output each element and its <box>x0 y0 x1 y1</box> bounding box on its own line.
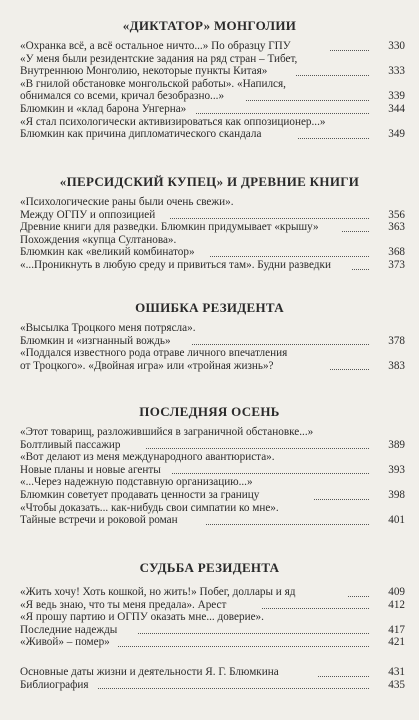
page-number: 378 <box>388 334 405 347</box>
section-title: ПОСЛЕДНЯЯ ОСЕНЬ <box>139 404 280 419</box>
entry-line: «Чтобы доказать... как-нибудь свои симпатии ко мне». <box>20 501 279 514</box>
entry-line: обнимался со всеми, кричал безобразно...» <box>20 90 225 103</box>
dot-leader <box>146 447 369 449</box>
toc-entry[interactable] <box>0 116 419 129</box>
entry-line: Блюмкин как «великий комбинатор» <box>20 246 195 259</box>
entry-line: Блюмкин и «изгнанный вождь» <box>20 334 171 347</box>
page-number: 356 <box>388 208 405 221</box>
toc-entry[interactable] <box>0 103 419 116</box>
page-number: 421 <box>388 636 405 649</box>
entry-line: «Психологические раны были очень свежи». <box>20 196 234 208</box>
section-title: ОШИБКА РЕЗИДЕНТА <box>135 300 284 315</box>
toc-entry[interactable] <box>0 128 419 141</box>
page-number: 389 <box>388 438 405 451</box>
dot-leader <box>98 687 369 689</box>
entry-line: «Я ведь знаю, что ты меня предала». Арест <box>20 598 227 611</box>
dot-leader <box>352 268 369 270</box>
entry-line: «Жить хочу! Хоть кошкой, но жить!» Побег, доллары и яд <box>20 586 296 598</box>
dot-leader <box>314 498 369 500</box>
entry-list <box>0 666 419 691</box>
entry-line: Основные даты жизни и деятельности Я. Г. Блюмкина <box>20 666 279 678</box>
entry-line: «Высылка Троцкого меня потрясла». <box>20 322 196 334</box>
entry-list <box>0 426 419 527</box>
dot-leader <box>296 74 369 76</box>
page-number: 393 <box>388 463 405 476</box>
page-number: 409 <box>388 586 405 598</box>
page-number: 344 <box>388 102 405 115</box>
entry-line: Болтливый пассажир <box>20 438 121 451</box>
toc-entry[interactable] <box>0 679 419 692</box>
section-title: «ДИКТАТОР» МОНГОЛИИ <box>122 18 297 33</box>
dot-leader <box>196 112 369 114</box>
toc-entry[interactable] <box>0 502 419 527</box>
toc-entry[interactable] <box>0 196 419 221</box>
dot-leader <box>118 645 369 647</box>
toc-entry[interactable] <box>0 322 419 347</box>
dot-leader <box>318 675 369 677</box>
page-number: 339 <box>388 90 405 103</box>
entry-line: «Живой» – помер» <box>20 636 110 649</box>
entry-line: Между ОГПУ и оппозицией <box>20 208 156 221</box>
toc-entry[interactable] <box>0 234 419 259</box>
entry-line: «Вот делают из меня международного авантюриста». <box>20 451 275 464</box>
entry-line: «У меня были резидентские задания на ряд стран – Тибет, <box>20 52 298 65</box>
section-appendix <box>0 666 419 691</box>
section-resident-mistake <box>0 300 419 372</box>
toc-entry[interactable] <box>0 347 419 372</box>
page-number: 373 <box>388 258 405 271</box>
entry-line: «...Проникнуть в любую среду и привиться там». Будни разведки <box>20 258 331 271</box>
entry-line: от Троцкого». «Двойная игра» или «тройная жизнь»? <box>20 359 274 372</box>
toc-entry[interactable] <box>0 586 419 599</box>
toc-entry[interactable] <box>0 611 419 636</box>
page-number: 349 <box>388 128 405 141</box>
entry-list <box>0 196 419 272</box>
toc-entry[interactable] <box>0 451 419 476</box>
entry-line: Последние надежды <box>20 623 118 636</box>
toc-entry[interactable] <box>0 476 419 501</box>
entry-list <box>0 586 419 649</box>
dot-leader <box>330 49 369 51</box>
entry-line: «Я прошу партию и ОГПУ оказать мне... доверие». <box>20 611 264 624</box>
section-resident-fate <box>0 560 419 649</box>
dot-leader <box>170 217 369 219</box>
entry-line: Блюмкин и «клад барона Унгерна» <box>20 102 187 115</box>
page-number: 398 <box>388 488 405 501</box>
toc-entry[interactable] <box>0 599 419 612</box>
dot-leader <box>342 230 369 232</box>
toc-entry[interactable] <box>0 78 419 103</box>
dot-leader <box>192 343 369 345</box>
page-number: 333 <box>388 65 405 78</box>
entry-line: «Этот товарищ, разложившийся в заграничной обстановке...» <box>20 426 314 438</box>
section-last-autumn <box>0 404 419 527</box>
entry-line: «...Через надежную подставную организацию...» <box>20 476 253 489</box>
page-number: 417 <box>388 623 405 636</box>
page-number: 330 <box>388 40 405 52</box>
dot-leader <box>246 99 369 101</box>
entry-line: Новые планы и новые агенты <box>20 463 161 476</box>
entry-list <box>0 322 419 372</box>
entry-line: Тайные встречи и роковой роман <box>20 514 178 527</box>
dot-leader <box>262 607 369 609</box>
toc-entry[interactable] <box>0 426 419 451</box>
dot-leader <box>298 137 369 139</box>
dot-leader <box>138 632 369 634</box>
section-persian-merchant <box>0 174 419 272</box>
dot-leader <box>330 368 369 370</box>
toc-entry[interactable] <box>0 666 419 679</box>
page-number: 401 <box>388 514 405 527</box>
toc-entry[interactable] <box>0 53 419 78</box>
entry-list <box>0 40 419 141</box>
entry-line: Блюмкин советует продавать ценности за границу <box>20 488 260 501</box>
entry-line: Библиография <box>20 678 89 691</box>
entry-line: Блюмкин как причина дипломатического скандала <box>20 128 262 141</box>
page-number: 431 <box>388 666 405 678</box>
entry-line: «Поддался известного рода отраве личного впечатления <box>20 347 288 360</box>
page-number: 363 <box>388 221 405 234</box>
page-number: 383 <box>388 359 405 372</box>
page-number: 368 <box>388 246 405 259</box>
dot-leader <box>348 595 369 597</box>
section-title: СУДЬБА РЕЗИДЕНТА <box>139 560 280 575</box>
entry-line: «В гнилой обстановке монгольской работы». «Напился, <box>20 77 286 90</box>
entry-line: Древние книги для разведки. Блюмкин придумывает «крышу» <box>20 221 319 234</box>
section-dictator <box>0 18 419 141</box>
entry-line: Похождения «купца Султанова». <box>20 233 177 246</box>
toc-entry[interactable] <box>0 221 419 234</box>
dot-leader <box>210 255 369 257</box>
page-number: 412 <box>388 598 405 611</box>
entry-line: «Охранка всё, а всё остальное ничто...» По образцу ГПУ <box>20 40 291 52</box>
toc-entry[interactable] <box>0 259 419 272</box>
section-title: «ПЕРСИДСКИЙ КУПЕЦ» И ДРЕВНИЕ КНИГИ <box>59 174 360 189</box>
page-number: 435 <box>388 678 405 691</box>
dot-leader <box>172 472 369 474</box>
entry-line: Внутреннюю Монголию, некоторые пункты Китая» <box>20 65 268 78</box>
entry-line: «Я стал психологически активизироваться как оппозиционер...» <box>20 115 326 128</box>
dot-leader <box>206 523 369 525</box>
toc-entry[interactable] <box>0 40 419 53</box>
toc-entry[interactable] <box>0 636 419 649</box>
